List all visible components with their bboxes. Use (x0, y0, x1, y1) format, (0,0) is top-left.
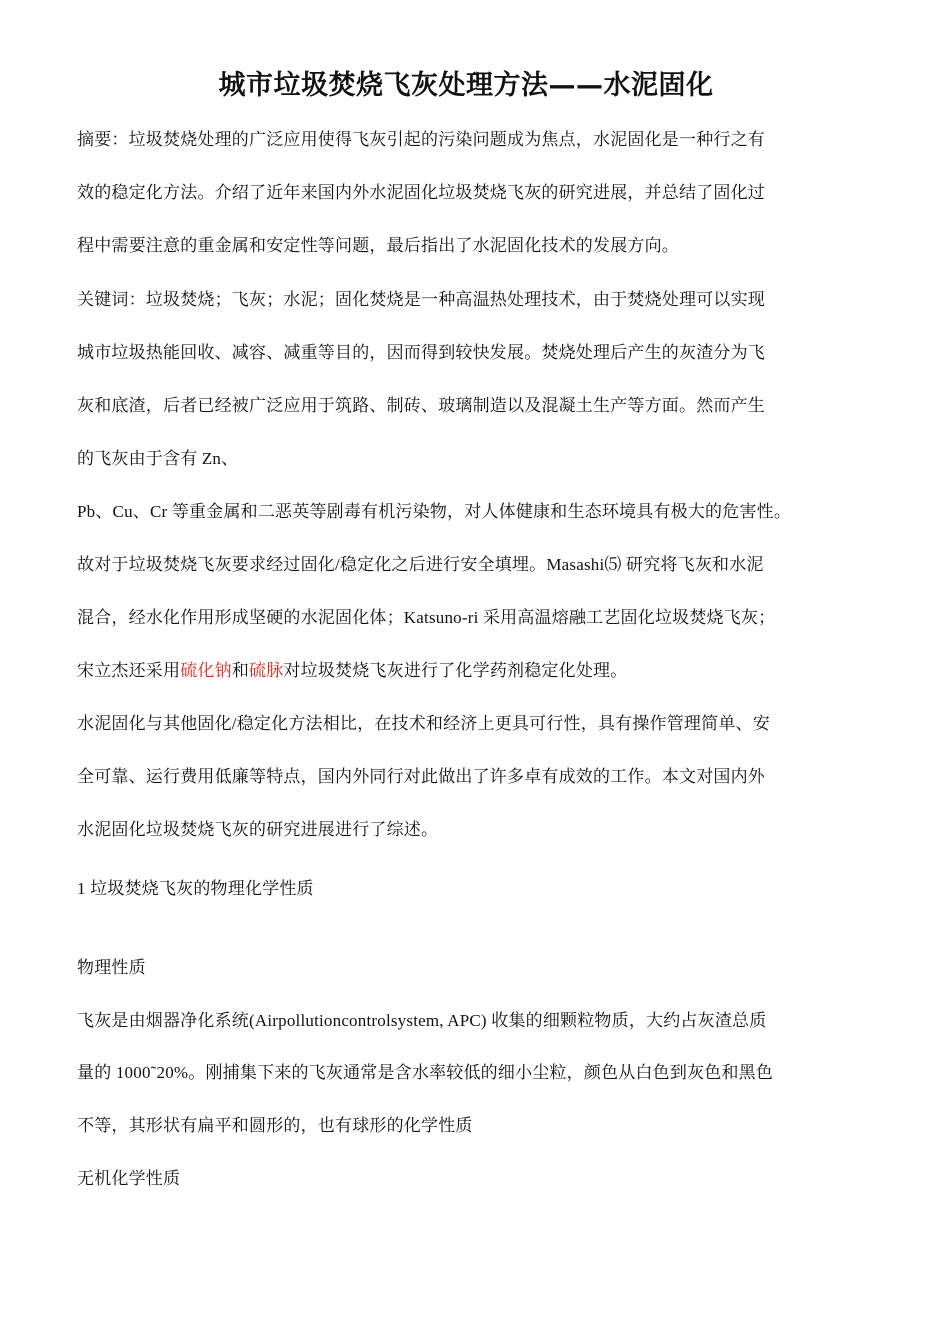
physical-line-2: 量的 1000˜20%。刚捕集下来的飞灰通常是含水率较低的细小尘粒，颜色从白色到灰色和黑色 (77, 1063, 774, 1082)
body-line-7: 的飞灰由于含有 Zn、 (77, 449, 239, 468)
body-line-13: 全可靠、运行费用低廉等特点，国内外同行对此做出了许多卓有成效的工作。本文对国内外 (77, 767, 765, 786)
subsection-inorganic: 无机化学性质 (77, 1169, 181, 1188)
body-line-8: Pb、Cu、Cr 等重金属和二恶英等剧毒有机污染物，对人体健康和生态环境具有极大的危害性。 (77, 502, 792, 521)
section-heading-1: 1 垃圾焚烧飞灰的物理化学性质 (77, 879, 314, 898)
thiourea-link[interactable]: 硫脉 (249, 661, 284, 680)
body-line-9: 故对于垃圾焚烧飞灰要求经过固化/稳定化之后进行安全填埋。Masashi⑸ 研究将飞灰和水泥 (77, 555, 764, 574)
abstract-line-3: 程中需要注意的重金属和安定性等问题，最后指出了水泥固化技术的发展方向。 (77, 236, 679, 255)
line-text-before: 宋立杰还采用 (77, 661, 181, 680)
body-line-10: 混合，经水化作用形成坚硬的水泥固化体；Katsuno-ri 采用高温熔融工艺固化垃圾焚烧飞灰； (77, 608, 776, 627)
physical-line-3: 不等，其形状有扁平和圆形的，也有球形的化学性质 (77, 1116, 473, 1135)
body-line-with-links (77, 658, 627, 684)
document-title: 城市垃圾焚烧飞灰处理方法——水泥固化 (218, 70, 714, 101)
body-line-5: 城市垃圾热能回收、减容、减重等目的，因而得到较快发展。焚烧处理后产生的灰渣分为飞 (77, 343, 765, 362)
sodium-sulfide-link[interactable]: 硫化钠 (180, 661, 232, 680)
physical-line-1: 飞灰是由烟器净化系统(Airpollutioncontrolsystem, APC) 收集的细颗粒物质，大约占灰渣总质 (77, 1011, 767, 1030)
body-line-12: 水泥固化与其他固化/稳定化方法相比，在技术和经济上更具可行性，具有操作管理简单、安 (77, 714, 770, 733)
line-text-middle: 和 (231, 661, 250, 680)
subsection-physical: 物理性质 (77, 958, 146, 977)
abstract-line-1: 摘要：垃圾焚烧处理的广泛应用使得飞灰引起的污染问题成为焦点，水泥固化是一种行之有 (77, 130, 765, 149)
body-line-14: 水泥固化垃圾焚烧飞灰的研究进展进行了综述。 (77, 820, 439, 839)
keywords-line-1: 关键词：垃圾焚烧；飞灰；水泥；固化焚烧是一种高温热处理技术，由于焚烧处理可以实现 (77, 290, 765, 309)
body-line-6: 灰和底渣，后者已经被广泛应用于筑路、制砖、玻璃制造以及混凝土生产等方面。然而产生 (77, 396, 765, 415)
line-text-after: 对垃圾焚烧飞灰进行了化学药剂稳定化处理。 (283, 661, 628, 680)
abstract-line-2: 效的稳定化方法。介绍了近年来国内外水泥固化垃圾焚烧飞灰的研究进展，并总结了固化过 (77, 183, 765, 202)
